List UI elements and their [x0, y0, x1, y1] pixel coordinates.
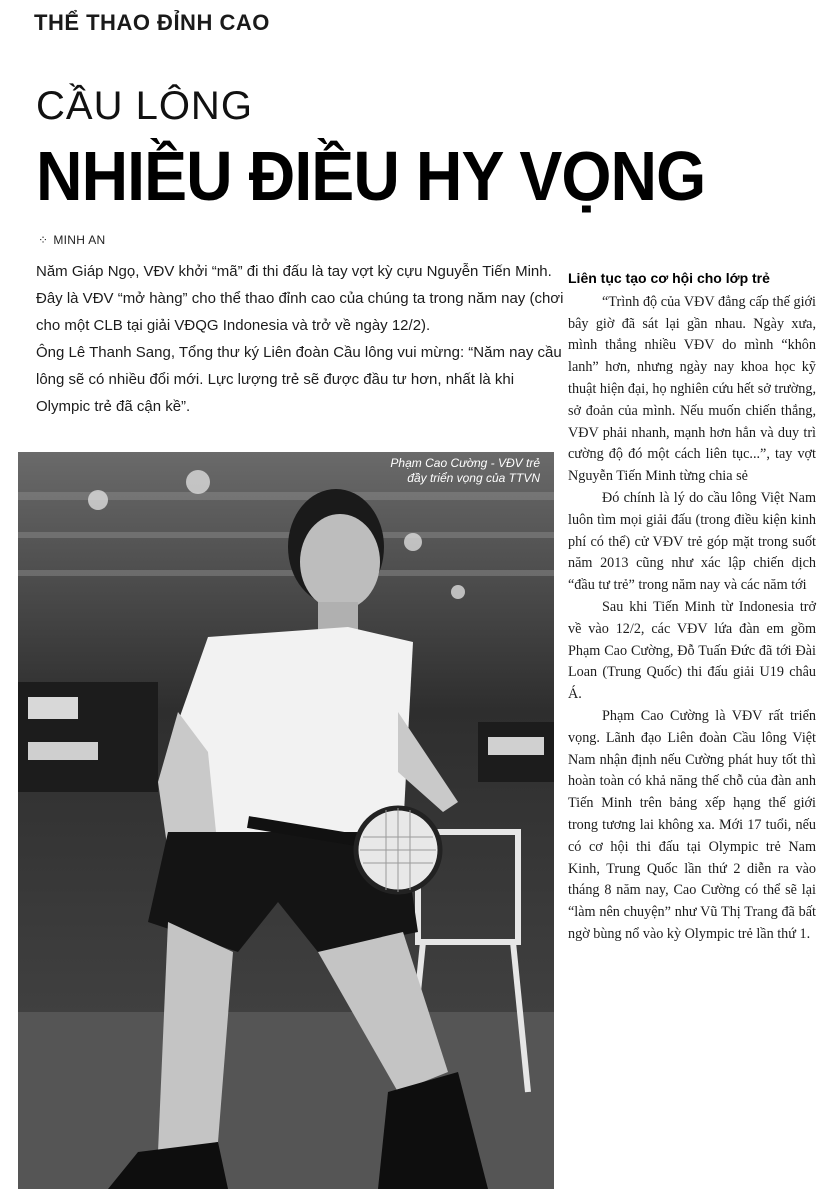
side-column	[568, 268, 816, 946]
badminton-player-illustration	[18, 452, 554, 1189]
article-headline: NHIỀU ĐIỀU HY VỌNG	[36, 137, 706, 215]
article-photo	[18, 452, 554, 1189]
byline-mark-icon: ⁘	[38, 233, 49, 247]
side-paragraph: Phạm Cao Cường là VĐV rất triển vọng. Lãnh đạo Liên đoàn Cầu lông Việt Nam nhận định nếu Cường phát huy tốt thì hoàn toàn có khả năng thế chỗ của đàn anh Tiến Minh trên bảng xếp hạng thế giới trong tương lai không xa. Mới 17 tuổi, nếu có cơ hội thi đấu tại Olympic trẻ Nam Kinh, Trung Quốc lần thứ 2 diễn ra vào tháng 8 năm nay, Cao Cường có thể sẽ lại “làm nên chuyện” như Vũ Thị Trang đã bất ngờ bùng nổ vào kỳ Olympic trẻ lần thứ 1.	[568, 707, 816, 942]
lead-text	[36, 258, 566, 420]
photo-caption: Phạm Cao Cường - VĐV trẻ đầy triển vọng của TTVN	[390, 456, 540, 485]
side-subheading: Liên tục tạo cơ hội cho lớp trẻ	[568, 270, 770, 286]
article-kicker: CẦU LÔNG	[36, 84, 253, 128]
section-label: THỂ THAO ĐỈNH CAO	[34, 10, 270, 35]
side-paragraph: “Trình độ của VĐV đẳng cấp thế giới bây giờ đã sát lại gần nhau. Ngày xưa, mình thắng nhiều VĐV do mình “khôn lanh” hơn, nhưng ngày nay khoa học kỹ thuật hiện đại, họ nghiên cứu hết sở trường, sở đoản của mình. Nếu muốn chiến thắng, VĐV phải nhanh, mạnh hơn hẳn và duy trì cường độ đó một cách liên tục...”, tay vợt Nguyễn Tiến Minh từng chia sẻ	[568, 293, 816, 485]
side-paragraph: Đó chính là lý do cầu lông Việt Nam luôn tìm mọi giải đấu (trong điều kiện kinh phí có thể) cử VĐV trẻ góp mặt trong suốt năm 2013 cũng như xác lập chiến dịch “đầu tư trẻ” trong năm nay và các năm tới	[568, 489, 816, 594]
lead-paragraph: Năm Giáp Ngọ, VĐV khởi “mã” đi thi đấu là tay vợt kỳ cựu Nguyễn Tiến Minh. Đây là VĐV “mở hàng” cho thể thao đỉnh cao của chúng ta trong năm nay (chơi cho một CLB tại giải VĐQG Indonesia và trở về ngày 12/2).	[36, 263, 564, 334]
byline-author: MINH AN	[53, 233, 106, 247]
lead-paragraph: Ông Lê Thanh Sang, Tổng thư ký Liên đoàn Cầu lông vui mừng: “Năm nay cầu lông sẽ có nhiều đổi mới. Lực lượng trẻ sẽ được đầu tư hơn, nhất là khi Olympic trẻ đã cận kề”.	[36, 344, 562, 415]
byline	[38, 233, 105, 247]
side-paragraph: Sau khi Tiến Minh từ Indonesia trở về vào 12/2, các VĐV lứa đàn em gồm Phạm Cao Cường, Đỗ Tuấn Đức đã tới Đài Loan (Trung Quốc) thi đấu giải U19 châu Á.	[568, 598, 816, 703]
